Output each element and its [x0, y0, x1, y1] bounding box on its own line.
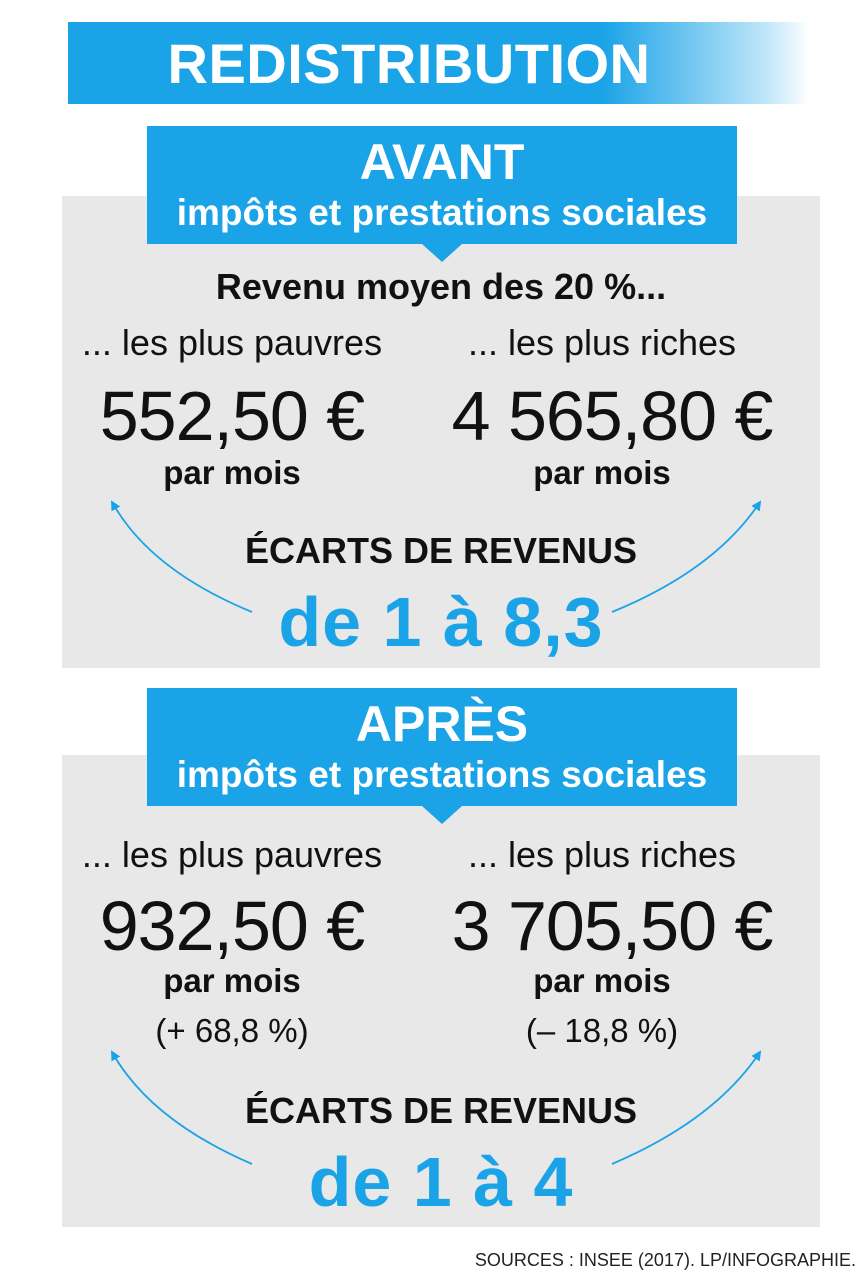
after-heading-main: APRÈS: [355, 696, 529, 752]
before-intro: Revenu moyen des 20 %...: [215, 266, 667, 307]
before-poor-amount: 552,50 €: [99, 377, 365, 455]
before-heading-tab: [147, 126, 737, 244]
before-gap-value: de 1 à 8,3: [278, 583, 604, 661]
page-title: REDISTRIBUTION: [167, 31, 651, 95]
after-poor-change: (+ 68,8 %): [155, 1012, 309, 1049]
after-poor-unit: par mois: [163, 962, 301, 999]
before-heading-main: AVANT: [359, 134, 525, 190]
after-rich-unit: par mois: [533, 962, 671, 999]
after-rich-label: ... les plus riches: [467, 834, 737, 875]
before-gap-title: ÉCARTS DE REVENUS: [244, 530, 638, 571]
after-poor-label: ... les plus pauvres: [81, 834, 383, 875]
before-heading-sub: impôts et prestations sociales: [176, 192, 708, 233]
after-heading-sub: impôts et prestations sociales: [176, 754, 708, 795]
sources-note: SOURCES : INSEE (2017). LP/INFOGRAPHIE.: [474, 1250, 856, 1270]
title-banner: [68, 22, 810, 104]
after-rich-change: (– 18,8 %): [525, 1012, 679, 1049]
before-rich-label: ... les plus riches: [467, 322, 737, 363]
after-rich-amount: 3 705,50 €: [451, 887, 773, 965]
before-poor-label: ... les plus pauvres: [81, 322, 383, 363]
after-poor-amount: 932,50 €: [99, 887, 365, 965]
before-rich-amount: 4 565,80 €: [451, 377, 773, 455]
before-poor-unit: par mois: [163, 454, 301, 491]
before-rich-unit: par mois: [533, 454, 671, 491]
after-heading-tab: [147, 688, 737, 806]
after-gap-title: ÉCARTS DE REVENUS: [244, 1090, 638, 1131]
after-gap-value: de 1 à 4: [308, 1143, 574, 1221]
